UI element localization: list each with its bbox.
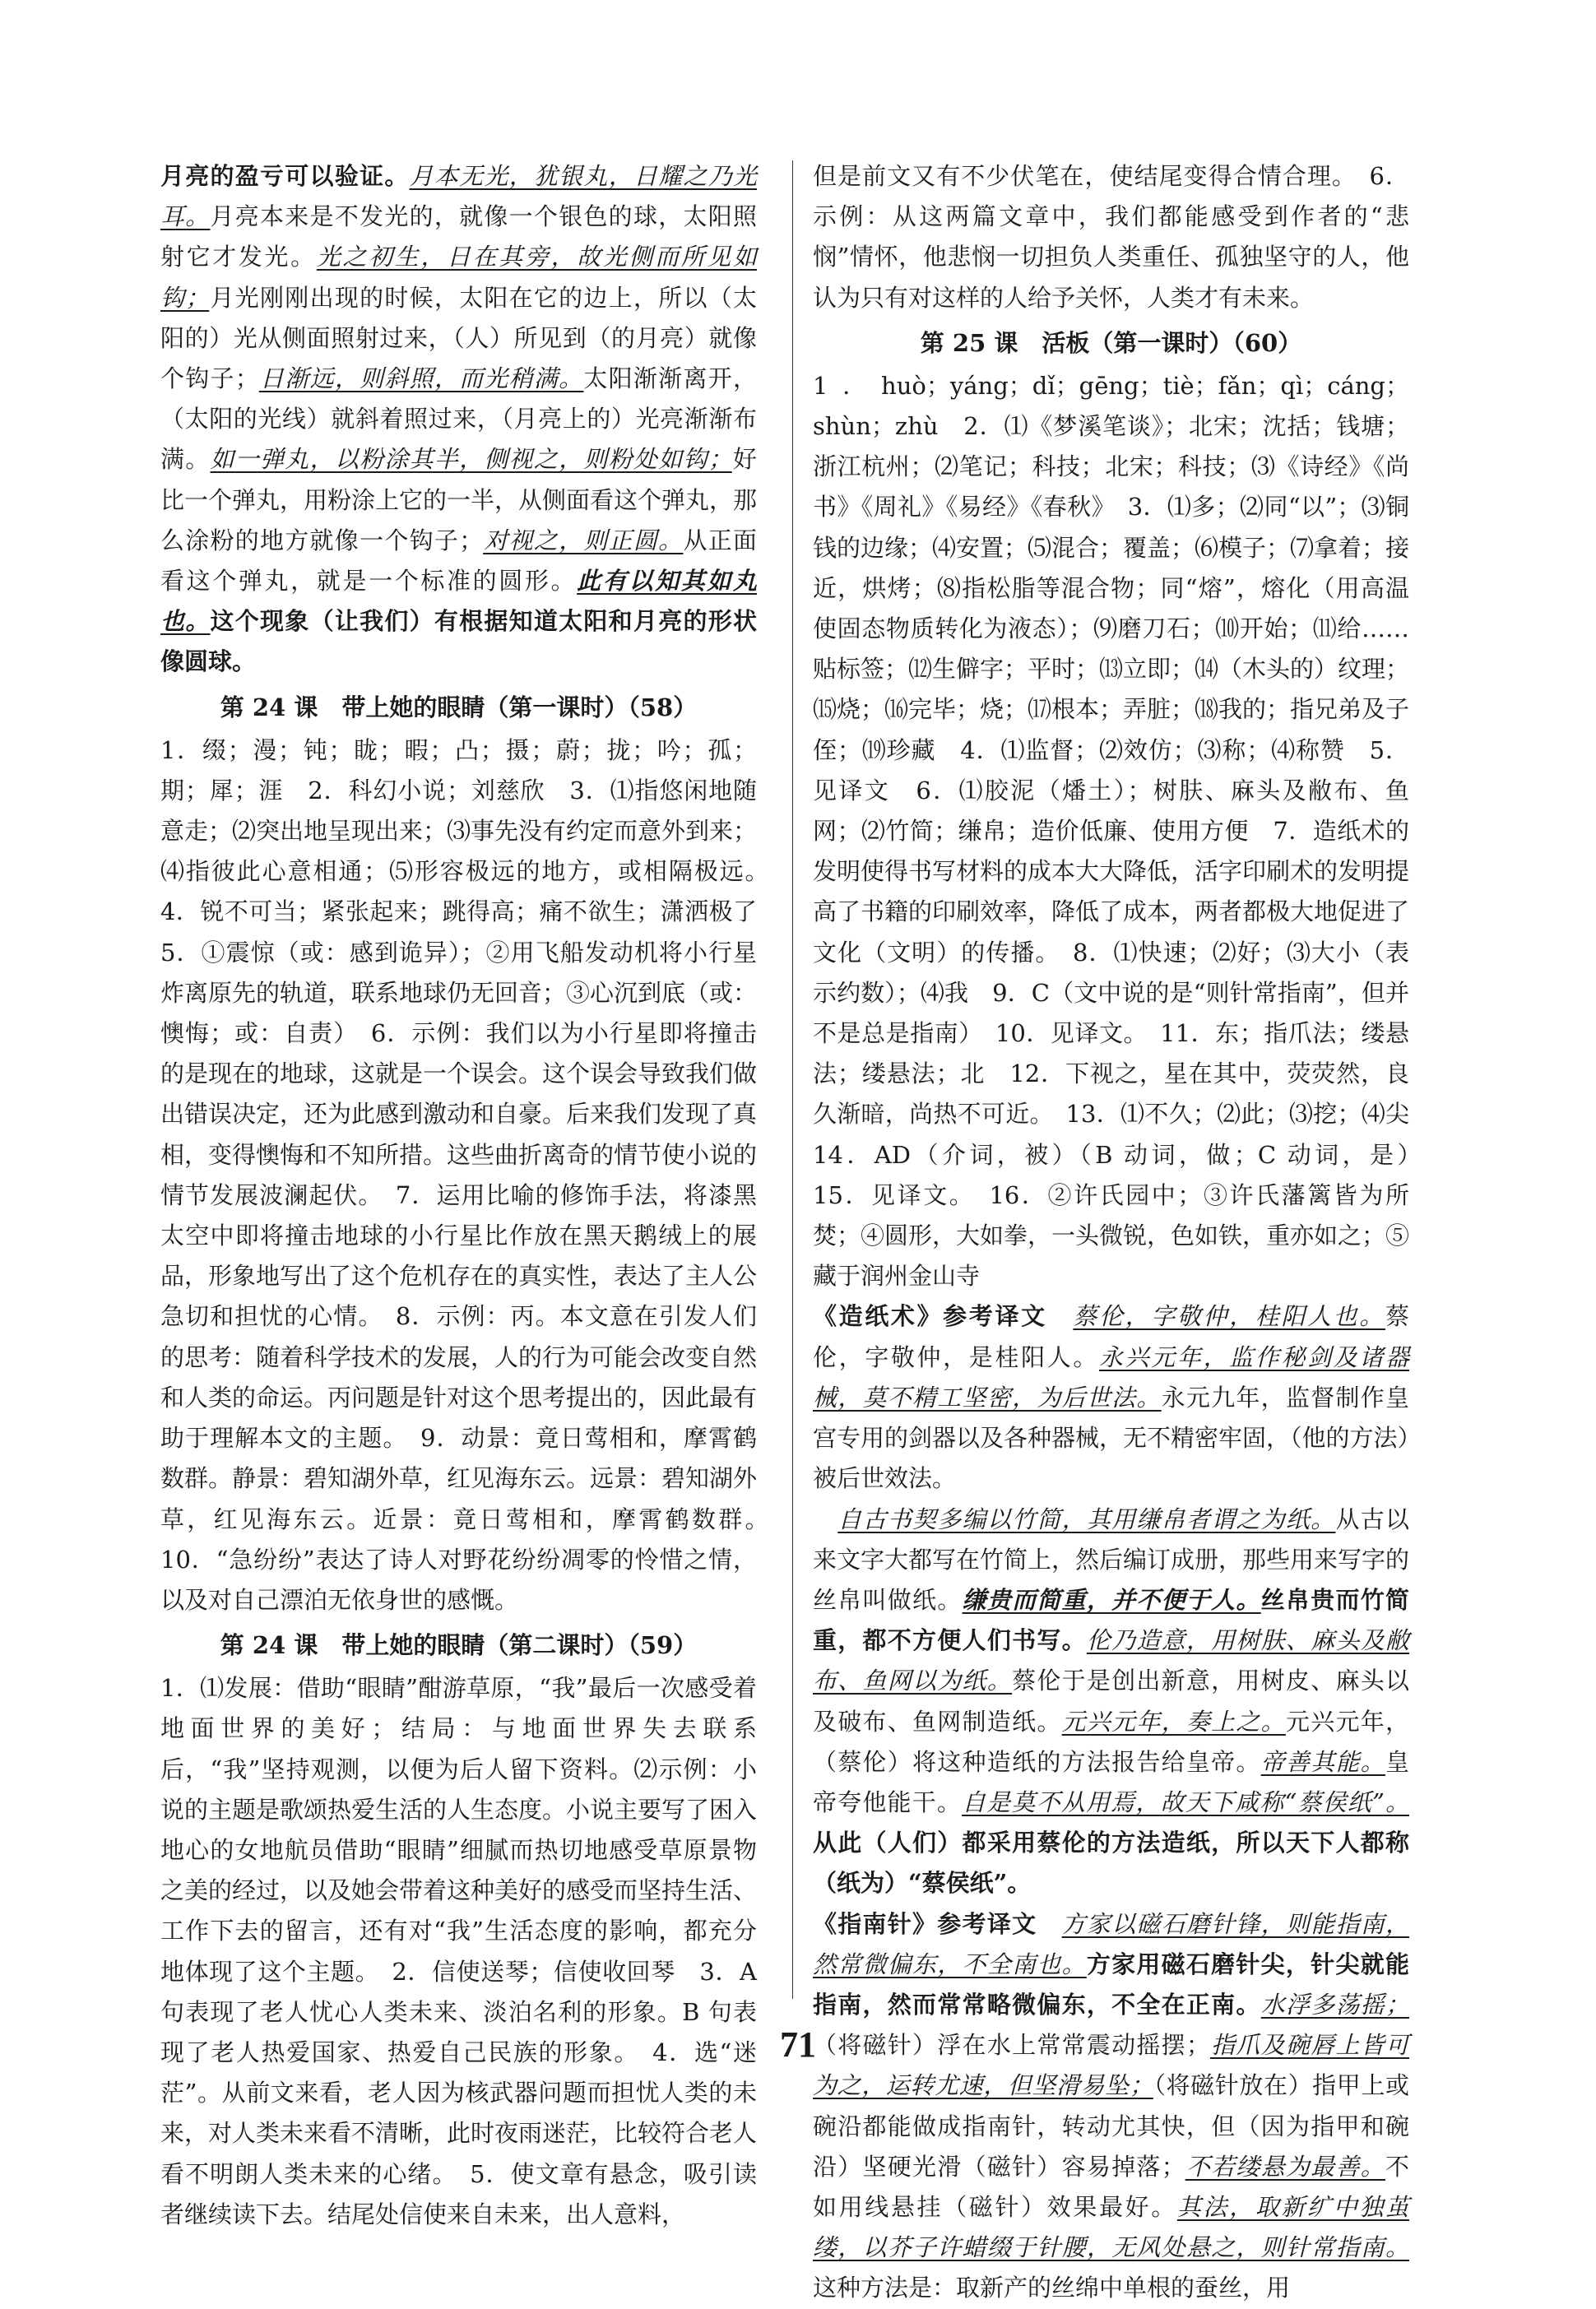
text-segment: 丝帛贵而竹简重，都不方便人们书写。: [813, 1585, 1409, 1655]
classical-text-segment: 光之初生，日在其旁，故光侧而所见如钩；: [160, 243, 757, 312]
classical-text-segment: 元兴元年，奏上之。: [1061, 1707, 1286, 1736]
translation-label: 《造纸术》参考译文: [813, 1302, 1074, 1331]
text-segment: 皇帝夸他能干。: [813, 1747, 1409, 1816]
lesson-24-part-2-heading: 第 24 课 带上她的眼睛（第二课时）（59）: [220, 1631, 698, 1660]
text-segment: （将磁针）浮在水上常常震动摇摆；: [813, 2031, 1210, 2060]
text-segment: （将磁针放在）指甲上或碗沿都能做成指南针，转动尤其快，但（因为指甲和碗沿）坚硬光滑（磁针）容易掉落；: [813, 2071, 1409, 2181]
compass-translation: [813, 1904, 1409, 2309]
classical-text-segment: 如一弹丸，以粉涂其半，侧视之，则粉处如钩；: [210, 445, 732, 474]
column-divider: [792, 160, 793, 1999]
classical-text-segment: 伦乃造意，用树肤、麻头及敝布、鱼网以为纸。: [813, 1626, 1409, 1695]
classical-text-segment: 指爪及碗唇上皆可为之，运转尤速，但坚滑易坠；: [813, 2031, 1409, 2100]
lesson-24-continued-answers: 但是前文又有不少伏笔在，使结尾变得合情合理。 6．示例：从这两篇文章中，我们都能感受到作者的“悲悯”情怀，他悲悯一切担负人类重任、孤独坚守的人，他认为只有对这样的人给予关怀，人类才有未来。: [813, 162, 1409, 312]
classical-text-segment: 水浮多荡摇；: [1260, 1990, 1409, 2019]
text-segment: 元兴元年，（蔡伦）将这种造纸的方法报告给皇帝。: [813, 1707, 1409, 1776]
left-column: [160, 156, 782, 2235]
classical-text-segment: 月本无光，犹银丸，日耀之乃光耳。: [160, 162, 757, 231]
text-segment: 蔡伦于是创出新意，用树皮、麻头以及破布、鱼网制造纸。: [813, 1667, 1409, 1736]
classical-text-segment: 方家以磁石磨针锋，则能指南，然常微偏东，不全南也。: [813, 1909, 1409, 1978]
page-number: 71: [780, 2024, 816, 2065]
classical-text-segment: 缣贵而简重，并不便于人。: [962, 1585, 1261, 1614]
lesson-24-part-2-answers: 1．⑴发展：借助“眼睛”酣游草原，“我”最后一次感受着地面世界的美好；结局：与地面世界失去联系后，“我”坚持观测，以便为后人留下资料。⑵示例：小说的主题是歌颂热爱生活的人生态度。小说主要写了困入地心的女地航员借助“眼睛”细腻而热切地感受草原景物之美的经过，以及她会带着这种美好的感受而坚持生活、工作下去的留言，还有对“我”生活态度的影响，都充分地体现了这个主题。 2．信使送琴；信使收回琴 3．A 句表现了老人忧心人类未来、淡泊名利的形象。B 句表现了老人热爱国家、热爱自己民族的形象。 4．选“迷茫”。从前文来看，老人因为核武器问题而担忧人类的未来，对人类未来看不清晰，此时夜雨迷茫，比较符合老人看不明朗人类未来的心绪。 5．使文章有悬念，吸引读者继续读下去。结尾处信使来自未来，出人意料，: [160, 1674, 758, 2228]
classical-text-segment: 永兴元年，监作秘剑及诸器械，莫不精工坚密，为后世法。: [813, 1342, 1409, 1412]
text-segment: 永元九年，监督制作皇宫专用的剑器以及各种器械，无不精密牢固，（他的方法）被后世效法。: [813, 1383, 1410, 1493]
text-segment: 这种方法是：取新产的丝绵中单根的蚕丝，用: [813, 2274, 1291, 2302]
text-segment: 蔡伦，字敬仲，是桂阳人。: [813, 1302, 1409, 1371]
classical-text-segment: 自是莫不从用焉，故天下咸称“蔡侯纸”。: [962, 1787, 1409, 1816]
classical-text-segment: 帝善其能。: [1260, 1747, 1385, 1776]
lesson-25-answers: 1．huò；yáng；dǐ；gēng；tiè；fǎn；qì；cáng；shùn；zhù 2．⑴《梦溪笔谈》；北宋；沈括；钱塘；浙江杭州；⑵笔记；科技；北宋；科技；⑶《诗经》《尚书》《周礼》《易经》《春秋》 3．⑴多；⑵同“以”；⑶铜钱的边缘；⑷安置；⑸混合；覆盖；⑹模子；⑺拿着；接近，烘烤；⑻指松脂等混合物；同“熔”，熔化（用高温使固态物质转化为液态）；⑼磨刀石；⑽开始；⑾给……贴标签；⑿生僻字；平时；⒀立即；⒁（木头的）纹理；⒂烧；⒃完毕；烧；⒄根本；弄脏；⒅我的；指兄弟及子侄；⒆珍藏 4．⑴监督；⑵效仿；⑶称；⑷称赞 5．见译文 6．⑴胶泥（燔土）；树肤、麻头及敝布、鱼网；⑵竹简；缣帛；造价低廉、使用方便 7．造纸术的发明使得书写材料的成本大大降低，活字印刷术的发明提高了书籍的印刷效率，降低了成本，两者都极大地促进了文化（文明）的传播。 8．⑴快速；⑵好；⑶大小（表示约数）；⑷我 9．C（文中说的是“则针常指南”，但并不是总是指南） 10．见译文。 11．东；指爪法；缕悬法；缕悬法；北 12．下视之，星在其中，荧荧然，良久渐暗，尚热不可近。 13．⑴不久；⑵此；⑶挖；⑷尖 14．AD（介词，被）（B 动词，做；C 动词，是） 15．见译文。 16．②许氏园中；③许氏藩篱皆为所焚；④圆形，大如拳，一头微锐，色如铁，重亦如之；⑤藏于润州金山寺: [813, 371, 1434, 1291]
lesson-25-heading: 第 25 课 活板（第一课时）（60）: [920, 328, 1302, 357]
classical-text-segment: 不若缕悬为最善。: [1185, 2152, 1385, 2181]
classical-text-segment: 蔡伦，字敬仲，桂阳人也。: [1073, 1302, 1385, 1331]
text-segment: 月亮的盈亏可以验证。: [160, 162, 410, 190]
text-segment: 方家用磁石磨针尖，针尖就能指南，然而常常略微偏东，不全在正南。: [813, 1950, 1409, 2019]
translation-label: 《指南针》参考译文: [813, 1909, 1062, 1938]
text-segment: 从此（人们）都采用蔡伦的方法造纸，所以天下人都称（纸为）“蔡侯纸”。: [813, 1829, 1409, 1898]
text-segment: 好比一个弹丸，用粉涂上它的一半，从侧面看这个弹丸，那么涂粉的地方就像一个钩子；: [160, 445, 758, 554]
text-segment: 月亮本来是不发光的，就像一个银色的球，太阳照射它才发光。: [160, 202, 757, 271]
papermaking-translation: [813, 1296, 1409, 1499]
text-segment: 月光刚刚出现的时候，太阳在它的边上，所以（太阳的）光从侧面照射过来，（人）所见到（的月亮）就像个钩子；: [160, 283, 757, 393]
text-segment: 不如用线悬挂（磁针）效果最好。: [813, 2152, 1409, 2221]
text-segment: 这个现象（让我们）有根据知道太阳和月亮的形状像圆球。: [160, 607, 757, 676]
text-segment: 从古以来文字大都写在竹简上，然后编订成册，那些用来写字的丝帛叫做纸。: [813, 1505, 1410, 1614]
text-segment: 从正面看这个弹丸，就是一个标准的圆形。: [160, 526, 757, 596]
papermaking-translation-continued: [813, 1500, 1409, 1904]
classical-text-segment: 对视之，则正圆。: [483, 526, 684, 554]
classical-text-segment: 其法，取新纩中独茧缕，以芥子许蜡缀于针腰，无风处悬之，则针常指南。: [813, 2192, 1409, 2262]
classical-text-segment: 日渐远，则斜照，而光稍满。: [258, 364, 584, 393]
lesson-24-part-1-heading: 第 24 课 带上她的眼睛（第一课时）（58）: [220, 693, 698, 721]
moon-translation-paragraph: [160, 156, 757, 683]
classical-text-segment: 自古书契多编以竹简，其用缣帛者谓之为纸。: [837, 1505, 1336, 1533]
text-segment: 太阳渐渐离开，（太阳的光线）就斜着照过来，（月亮上的）光亮渐渐布满。: [160, 364, 757, 474]
classical-text-segment: 此有以知其如丸也。: [160, 567, 757, 636]
lesson-24-part-1-answers: 1．缀；漫；钝；眬；暇；凸；摄；蔚；拢；吟；孤；期；犀；涯 2．科幻小说；刘慈欣 3．⑴指悠闲地随意走；⑵突出地呈现出来；⑶事先没有约定而意外到来；⑷指彼此心意相通；⑸形容极远的地方，或相隔极远。 4．锐不可当；紧张起来；跳得高；痛不欲生；潇洒极了 5．①震惊（或：感到诡异）；②用飞船发动机将小行星炸离原先的轨道，联系地球仍无回音；③心沉到底（或：懊悔；或：自责） 6．示例：我们以为小行星即将撞击的是现在的地球，这就是一个误会。这个误会导致我们做出错误决定，还为此感到激动和自豪。后来我们发现了真相，变得懊悔和不知所措。这些曲折离奇的情节使小说的情节发展波澜起伏。 7．运用比喻的修饰手法，将漆黑太空中即将撞击地球的小行星比作放在黑天鹅绒上的展品，形象地写出了这个危机存在的真实性，表达了主人公急切和担忧的心情。 8．示例：丙。本文意在引发人们的思考：随着科学技术的发展，人的行为可能会改变自然和人类的命运。丙问题是针对这个思考提出的，因此最有助于理解本文的主题。 9．动景：竟日莺相和，摩霄鹤数群。静景：碧知湖外草，红见海东云。远景：碧知湖外草，红见海东云。近景：竟日莺相和，摩霄鹤数群。 10．“急纷纷”表达了诗人对野花纷纷凋零的怜惜之情，以及对自己漂泊无依身世的感慨。: [160, 735, 782, 1614]
right-column: [813, 156, 1434, 2309]
